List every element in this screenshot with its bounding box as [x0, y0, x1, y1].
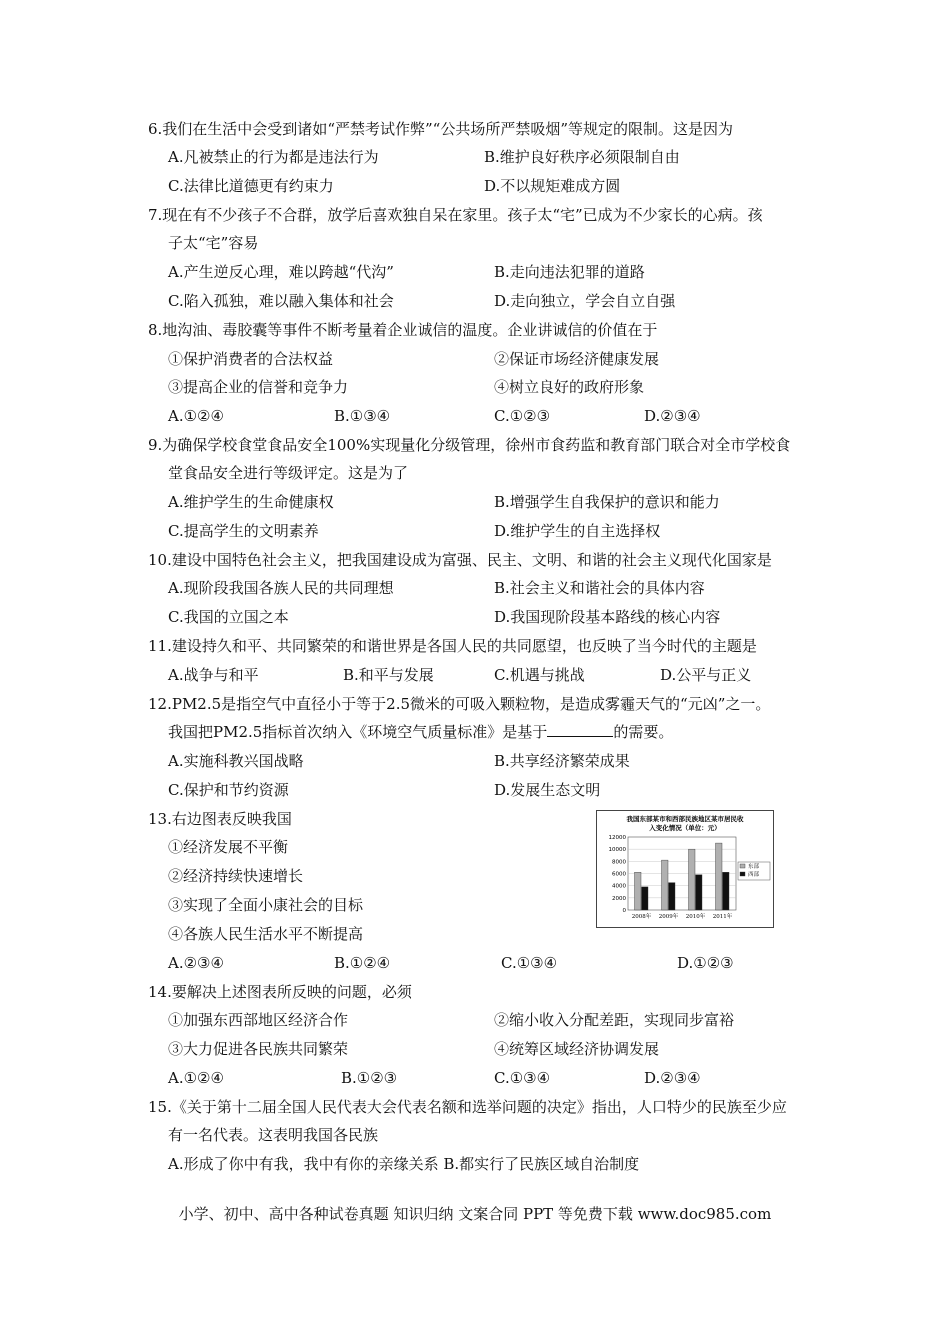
q9-option-c: C.提高学生的文明素养	[168, 522, 319, 540]
chart-bar	[642, 887, 649, 910]
chart-bar	[689, 849, 696, 910]
q6-stem: 6.我们在生活中会受到诸如“严禁考试作弊”“公共场所严禁吸烟”等规定的限制。这是因为	[148, 120, 733, 138]
chart-legend-label: 西部	[748, 872, 760, 878]
q12-stem-line1: 12.PM2.5是指空气中直径小于等于2.5微米的可吸入颗粒物，是造成雾霾天气的“元凶”之一。	[148, 695, 771, 713]
q14-statement-1: ①加强东西部地区经济合作	[168, 1011, 349, 1029]
q13-option-c: C.①③④	[501, 954, 558, 972]
q12-option-c: C.保护和节约资源	[168, 781, 289, 799]
q10-stem: 10.建设中国特色社会主义，把我国建设成为富强、民主、文明、和谐的社会主义现代化国家是	[148, 551, 772, 569]
chart-ytick-label: 12000	[608, 835, 626, 841]
income-chart-svg	[596, 810, 774, 928]
q13-stem: 13.右边图表反映我国	[148, 810, 292, 828]
q14-option-a: A.①②④	[168, 1069, 224, 1087]
chart-ytick-label: 0	[622, 908, 626, 914]
q12-option-b: B.共享经济繁荣成果	[494, 752, 630, 770]
q14-stem: 14.要解决上述图表所反映的问题，必须	[148, 983, 412, 1001]
q14-statement-3: ③大力促进各民族共同繁荣	[168, 1040, 349, 1058]
q9-stem-line1: 9.为确保学校食堂食品安全100%实现量化分级管理，徐州市食药监和教育部门联合对全市学校食	[148, 436, 791, 454]
q8-option-a: A.①②④	[168, 407, 224, 425]
q12-stem-part1: 我国把PM2.5指标首次纳入《环境空气质量标准》是基于	[168, 723, 548, 741]
q12-option-d: D.发展生态文明	[494, 781, 601, 799]
q6-option-b: B.维护良好秩序必须限制自由	[484, 148, 680, 166]
q13-option-b: B.①②④	[334, 954, 391, 972]
q14-option-d: D.②③④	[644, 1069, 701, 1087]
q11-option-c: C.机遇与挑战	[494, 666, 585, 684]
chart-title-line2: 入变化情况（单位：元）	[649, 824, 721, 832]
q9-option-a: A.维护学生的生命健康权	[168, 493, 334, 511]
chart-title-line1: 我国东部某市和西部民族地区某市居民收	[626, 815, 744, 823]
chart-bar	[696, 875, 703, 910]
q6-option-d: D.不以规矩难成方圆	[484, 177, 621, 195]
q13-option-d: D.①②③	[677, 954, 734, 972]
q11-option-b: B.和平与发展	[343, 666, 434, 684]
q7-stem-line2: 子太“宅”容易	[168, 234, 259, 252]
q14-option-c: C.①③④	[494, 1069, 551, 1087]
chart-xtick-label: 2009年	[658, 914, 679, 920]
q13-statement-2: ②经济持续快速增长	[168, 867, 304, 885]
q11-option-d: D.公平与正义	[660, 666, 752, 684]
chart-ytick-label: 4000	[612, 883, 626, 890]
q13-option-a: A.②③④	[168, 954, 224, 972]
q11-stem: 11.建设持久和平、共同繁荣的和谐世界是各国人民的共同愿望，也反映了当今时代的主题是	[148, 637, 757, 655]
q8-statement-2: ②保证市场经济健康发展	[494, 350, 660, 368]
chart-xtick-label: 2010年	[685, 914, 706, 920]
q8-option-b: B.①③④	[334, 407, 391, 425]
chart-xtick-label: 2011年	[712, 914, 733, 920]
chart-bar	[723, 872, 730, 910]
q14-statement-2: ②缩小收入分配差距，实现同步富裕	[494, 1011, 735, 1029]
q12-option-a: A.实施科教兴国战略	[168, 752, 304, 770]
q12-stem-line2	[168, 722, 673, 742]
q13-statement-4: ④各族人民生活水平不断提高	[168, 925, 364, 943]
q10-option-c: C.我国的立国之本	[168, 608, 289, 626]
q14-option-b: B.①②③	[341, 1069, 398, 1087]
chart-ytick-label: 2000	[612, 895, 626, 902]
q15-stem-line1: 15.《关于第十二届全国人民代表大会代表名额和选举问题的决定》指出，人口特少的民族至少应	[148, 1098, 787, 1116]
q7-option-a: A.产生逆反心理，难以跨越“代沟”	[168, 263, 394, 281]
q9-option-d: D.维护学生的自主选择权	[494, 522, 661, 540]
q7-option-c: C.陷入孤独，难以融入集体和社会	[168, 292, 394, 310]
chart-ytick-label: 10000	[608, 847, 626, 854]
chart-bar	[716, 843, 723, 910]
chart-bar	[669, 883, 676, 910]
q13-statement-3: ③实现了全面小康社会的目标	[168, 896, 364, 914]
q15-stem-line2: 有一名代表。这表明我国各民族	[168, 1126, 379, 1144]
q8-option-c: C.①②③	[494, 407, 551, 425]
q11-option-a: A.战争与和平	[168, 666, 259, 684]
page-footer: 小学、初中、高中各种试卷真题 知识归纳 文案合同 PPT 等免费下载 www.doc985.com	[178, 1205, 772, 1223]
q13-statement-1: ①经济发展不平衡	[168, 838, 289, 856]
q14-statement-4: ④统筹区域经济协调发展	[494, 1040, 660, 1058]
chart-bar	[635, 872, 642, 910]
chart-legend-swatch	[740, 872, 745, 876]
q8-stem: 8.地沟油、毒胶囊等事件不断考量着企业诚信的温度。企业讲诚信的价值在于	[148, 321, 658, 339]
q9-option-b: B.增强学生自我保护的意识和能力	[494, 493, 720, 511]
q8-option-d: D.②③④	[644, 407, 701, 425]
q9-stem-line2: 堂食品安全进行等级评定。这是为了	[168, 464, 409, 482]
q7-option-d: D.走向独立，学会自立自强	[494, 292, 676, 310]
chart-bar	[662, 860, 669, 910]
q6-option-c: C.法律比道德更有约束力	[168, 177, 334, 195]
q8-statement-4: ④树立良好的政府形象	[494, 378, 645, 396]
income-chart	[596, 810, 774, 928]
q12-answer-blank	[547, 722, 613, 737]
q12-stem-part2: 的需要。	[613, 723, 674, 741]
q7-stem-line1: 7.现在有不少孩子不合群，放学后喜欢独自呆在家里。孩子太“宅”已成为不少家长的心病。孩	[148, 206, 763, 224]
q10-option-a: A.现阶段我国各族人民的共同理想	[168, 579, 394, 597]
chart-legend-swatch	[740, 864, 745, 868]
chart-ytick-label: 8000	[612, 859, 626, 866]
q8-statement-3: ③提高企业的信誉和竞争力	[168, 378, 349, 396]
q7-option-b: B.走向违法犯罪的道路	[494, 263, 645, 281]
q10-option-d: D.我国现阶段基本路线的核心内容	[494, 608, 721, 626]
q15-options-ab: A.形成了你中有我，我中有你的亲缘关系 B.都实行了民族区域自治制度	[168, 1155, 640, 1173]
chart-ytick-label: 6000	[612, 871, 626, 878]
q6-option-a: A.凡被禁止的行为都是违法行为	[168, 148, 379, 166]
chart-xtick-label: 2008年	[631, 914, 652, 920]
q8-statement-1: ①保护消费者的合法权益	[168, 350, 334, 368]
chart-legend-label: 东部	[748, 864, 760, 870]
q10-option-b: B.社会主义和谐社会的具体内容	[494, 579, 705, 597]
